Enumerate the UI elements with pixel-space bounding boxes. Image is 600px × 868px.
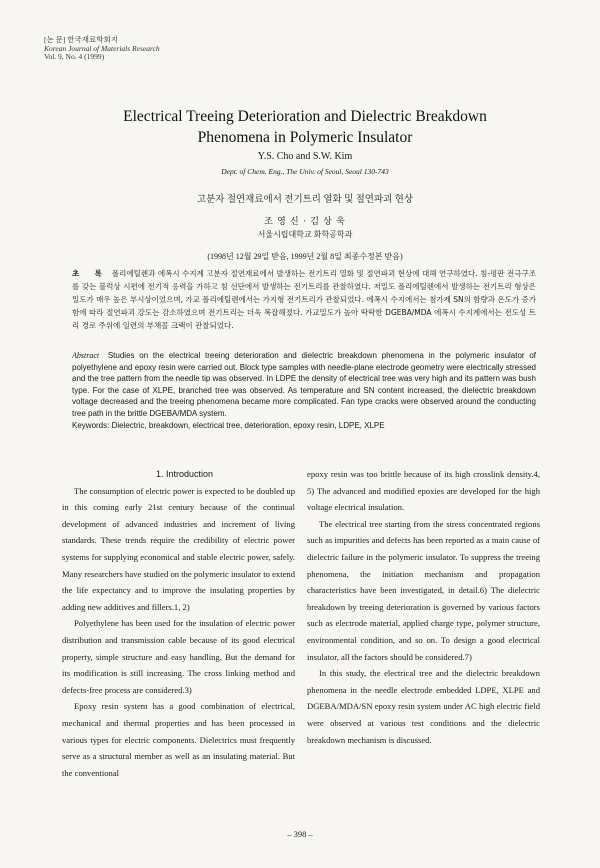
paragraph: The electrical tree starting from the stress concentrated regions such as impurities and defects has been reported as a main cause of dielectric failure in the polymeric insulator. To suppress the treeing phenomena, the initiation mechanism and propagation characteristics have been investigated, in detail.6) The dielectric breakdown by treeing deterioration is governed by various factors such as electrode material, applied charge type, polymer structure, environmental condition, and so on. To design a good electrical insulator, all the factors should be considered.7) xyxy=(307,518,540,662)
paper-title-line-1: Electrical Treeing Deterioration and Dielectric Breakdown xyxy=(123,108,487,125)
authors: Y.S. Cho and S.W. Kim xyxy=(257,151,353,162)
keywords: Keywords: Dielectric, breakdown, electrical tree, deterioration, epoxy resin, LDPE, XLPE xyxy=(72,420,385,430)
journal-header xyxy=(44,36,160,62)
page-number: – 398 – xyxy=(287,829,313,839)
paragraph: epoxy resin was too brittle because of its high crosslink density.4, 5) The advanced and modified epoxies are developed for the high voltage electrical insulation. xyxy=(307,469,540,513)
paragraph: Polyethylene has been used for the insulation of electric power distribution and transmission cable because of its good electrical property, simple structure and easy handling. But the demand for its modification is still increasing. The cross linking method and defects-free process are considered.3) xyxy=(62,618,295,695)
paper-title-line-2: Phenomena in Polymeric Insulator xyxy=(197,129,413,146)
korean-title: 고분자 절연재료에서 전기트리 열화 및 절연파괴 현상 xyxy=(196,195,414,205)
korean-affiliation: 서울시립대학교 화학공학과 xyxy=(257,230,353,239)
affiliation: Dept. of Chem. Eng., The Univ. of Seoul, Seoul 130-743 xyxy=(221,167,389,176)
korean-abstract xyxy=(72,267,536,332)
korean-authors: 조 영 신 · 김 상 욱 xyxy=(264,216,346,226)
received-dates: (1998년 12월 29일 받음, 1999년 2월 8일 최종수정본 받음) xyxy=(207,252,403,261)
journal-korean-name: [논 문] 한국재료학회지 xyxy=(44,35,118,44)
paragraph: Epoxy resin system has a good combination of electrical, mechanical and thermal properties and has been processed in various types for electric components. Dielectrics must frequently serve as a structural member as well as an insulating material. But the conventional xyxy=(62,701,295,778)
left-column xyxy=(62,466,295,781)
abstract-text: Studies on the electrical treeing deterioration and dielectric breakdown phenomena in the polymeric insulator of polyethylene and epoxy resin were carried out. Block type samples with needle-plane electrode geometry were electrically stressed and the tree pattern from the needle tip was observed. In LDPE the density of electrical tree was very high and its pattern was bush type. For the case of XLPE, branched tree was observed. As temperature and SN content increased, the dielectric breakdown voltage decreased and the treeing phenomena became more complicated. Fan type cracks were observed around the conducting tree path in the brittle DGEBA/MDA system. xyxy=(72,351,536,418)
section-heading-introduction: 1. Introduction xyxy=(155,469,214,479)
korean-abstract-label: 초 록 xyxy=(72,269,102,278)
paragraph: The consumption of electric power is expected to be doubled up in this coming early 21st century because of the continual development of advanced industries and increment of living standards. These trends require the credibility of electric power systems for supplying economical and stable electric power, safely. Many researchers have studied on the polymeric insulator to extend the life expectancy and to improve the insulating properties by adding new additives and fillers.1, 2) xyxy=(62,485,295,612)
right-column xyxy=(307,466,540,748)
abstract xyxy=(72,350,536,431)
journal-english-name: Korean Journal of Materials Research xyxy=(44,43,160,53)
abstract-label: Abstract xyxy=(72,351,100,360)
paper-title xyxy=(60,106,550,148)
korean-abstract-text: 폴리에틸렌과 에폭시 수지계 고분자 절연재료에서 발생하는 전기트리 열화 및 절연파괴 현상에 대해 연구하였다. 침-평판 전극구조를 갖는 블럭상 시편에 전기적 응력을 가하고 침 선단에서 발생하는 전기트리를 관찰하였다. 저밀도 폴리에틸렌에서 발생하는 전기트리 형상은 밀도가 매우 높은 부시상이었으며, 가교 폴리에틸렌에서는 가지형 전기트리가 관찰되었다. 에폭시 수지에서는 첨가제 SN의 함량과 온도가 증가함에 따라 절연파괴 강도는 감소하였으며 전기트리는 더욱 복잡해졌다. 가교밀도가 높아 딱딱한 DGEBA/MDA 에폭시 수지계에서는 전도성 트리 경로 주위에 일련의 부채꼴 크랙이 관찰되었다. xyxy=(72,269,536,330)
paragraph: In this study, the electrical tree and the dielectric breakdown phenomena in the needle electrode embedded LDPE, XLPE and DGEBA/MDA/SN epoxy resin system under AC high electric field were observed at various test conditions and the dielectric breakdown mechanism is discussed. xyxy=(307,668,540,745)
journal-volume: Vol. 9, No. 4 (1999) xyxy=(44,52,105,61)
